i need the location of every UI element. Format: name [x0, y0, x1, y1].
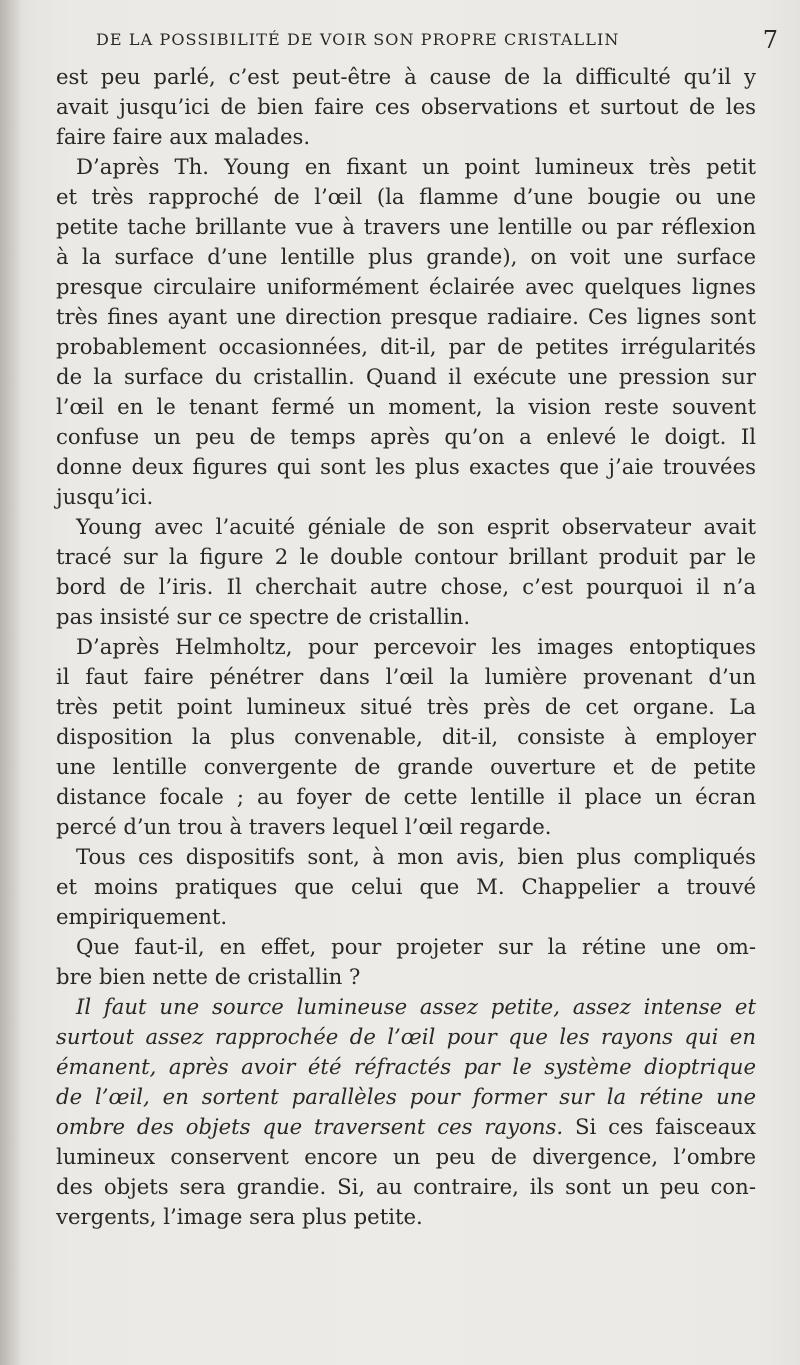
text-line: bord de l’iris. Il cherchait autre chose, c’est pourquoi il n’a [56, 574, 756, 599]
text-line: disposition la plus convenable, dit-il, consiste à employer [56, 724, 756, 749]
body-text [56, 62, 756, 1232]
text-line: à la surface d’une lentille plus grande), on voit une surface [56, 244, 756, 269]
paragraph-start-line: Tous ces dispositifs sont, à mon avis, bien plus compliqués [76, 844, 756, 869]
mixed-style-line [56, 1112, 756, 1142]
italic-segment: ombre des objets que traversent ces rayons. [56, 1114, 564, 1139]
text-line: distance focale ; au foyer de cette lentille il place un écran [56, 784, 756, 809]
text-line: une lentille convergente de grande ouverture et de petite [56, 754, 756, 779]
running-head [96, 26, 786, 60]
text-line: des objets sera grandie. Si, au contraire, ils sont un peu con- [56, 1174, 756, 1199]
text-line: tracé sur la figure 2 le double contour brillant produit par le [56, 544, 756, 569]
text-line: et très rapproché de l’œil (la flamme d’une bougie ou une [56, 184, 756, 209]
text-line: probablement occasionnées, dit-il, par de petites irrégularités [56, 334, 756, 359]
text-line: petite tache brillante vue à travers une lentille ou par réflexion [56, 214, 756, 239]
text-line: bre bien nette de cristallin ? [56, 964, 361, 989]
text-line: empiriquement. [56, 904, 228, 929]
running-head-title: DE LA POSSIBILITÉ DE VOIR SON PROPRE CRISTALLIN [96, 30, 620, 49]
paragraph-start-line: Que faut-il, en effet, pour projeter sur la rétine une om- [76, 934, 756, 959]
paragraph-start-line: D’après Th. Young en fixant un point lumineux très petit [76, 154, 756, 179]
text-line: pas insisté sur ce spectre de cristallin. [56, 604, 471, 629]
text-line: vergents, l’image sera plus petite. [56, 1204, 423, 1229]
roman-segment: Si ces faisceaux [574, 1114, 756, 1139]
italic-text-line: émanent, après avoir été réfractés par le système dioptrique [56, 1054, 756, 1079]
text-line: avait jusqu’ici de bien faire ces observations et surtout de les [56, 94, 756, 119]
italic-text-line: de l’œil, en sortent parallèles pour former sur la rétine une [56, 1084, 756, 1109]
text-line: confuse un peu de temps après qu’on a enlevé le doigt. Il [56, 424, 756, 449]
text-line: très fines ayant une direction presque radiaire. Ces lignes sont [56, 304, 756, 329]
text-line: donne deux figures qui sont les plus exactes que j’aie trouvées [56, 454, 756, 479]
italic-paragraph-start-line: Il faut une source lumineuse assez petite, assez intense et [76, 994, 756, 1019]
text-line: presque circulaire uniformément éclairée avec quelques lignes [56, 274, 756, 299]
text-line: et moins pratiques que celui que M. Chappelier a trouvé [56, 874, 756, 899]
text-line: est peu parlé, c’est peut-être à cause de la difficulté qu’il y [56, 64, 756, 89]
text-line: très petit point lumineux situé très près de cet organe. La [56, 694, 756, 719]
text-line: l’œil en le tenant fermé un moment, la vision reste souvent [56, 394, 756, 419]
text-line: percé d’un trou à travers lequel l’œil regarde. [56, 814, 552, 839]
paragraph-start-line: Young avec l’acuité géniale de son esprit observateur avait [76, 514, 756, 539]
page-number: 7 [762, 26, 778, 54]
text-line: jusqu’ici. [56, 484, 154, 509]
text-line: de la surface du cristallin. Quand il exécute une pression sur [56, 364, 756, 389]
text-line: lumineux conservent encore un peu de divergence, l’ombre [56, 1144, 756, 1169]
binding-shadow [0, 0, 22, 1365]
italic-text-line: surtout assez rapprochée de l’œil pour que les rayons qui en [56, 1024, 756, 1049]
text-line: faire faire aux malades. [56, 124, 311, 149]
text-line: il faut faire pénétrer dans l’œil la lumière provenant d’un [56, 664, 756, 689]
paragraph-start-line: D’après Helmholtz, pour percevoir les images entoptiques [76, 634, 756, 659]
